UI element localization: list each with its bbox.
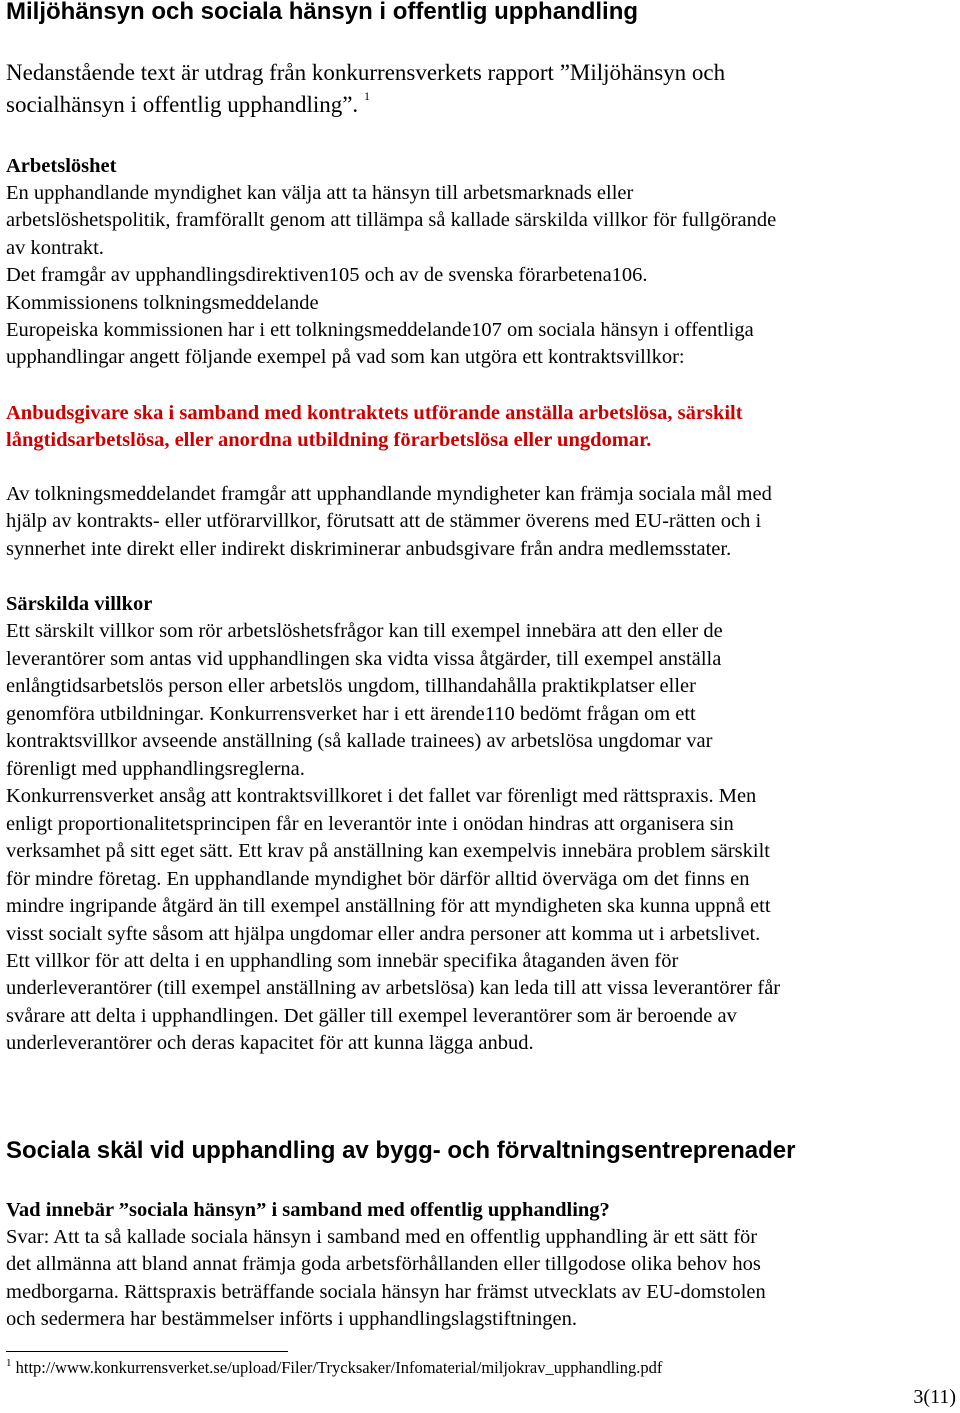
heading-sarskilda-villkor: Särskilda villkor [6, 593, 153, 615]
sarskilda-line: visst socialt syfte såsom att hjälpa ungdomar eller andra personer att komma ut i arbetslivet. [6, 923, 761, 945]
intro-line-2-text: socialhänsyn i offentlig upphandling”. [6, 92, 359, 117]
sarskilda-line: leverantörer som antas vid upphandlingen ska vidta vissa åtgärder, till exempel anställa [6, 648, 722, 670]
heading-arbetsloshet: Arbetslöshet [6, 155, 117, 177]
footnote-reference[interactable]: 1 [363, 89, 370, 103]
footnote-link[interactable]: http://www.konkurrensverket.se/upload/Filer/Trycksaker/Infomaterial/miljokrav_upphandling.pdf [15, 1358, 663, 1377]
question-heading: Vad innebär ”sociala hänsyn” i samband med offentlig upphandling? [6, 1199, 610, 1221]
arbetsloshet-line: Det framgår av upphandlingsdirektiven105 och av de svenska förarbetena106. [6, 264, 648, 286]
sarskilda-line: Konkurrensverket ansåg att kontraktsvillkoret i det fallet var förenligt med rättspraxis. Men [6, 785, 757, 807]
tolkning-line: hjälp av kontrakts- eller utförarvillkor, förutsatt att de stämmer överens med EU-rätten och i [6, 510, 762, 532]
sarskilda-line: verksamhet på sitt eget sätt. Ett krav på anställning kan exempelvis innebära problem särskilt [6, 840, 770, 862]
highlight-line: Anbudsgivare ska i samband med kontraktets utförande anställa arbetslösa, särskilt [6, 402, 743, 424]
section-title: Sociala skäl vid upphandling av bygg- och förvaltningsentreprenader [6, 1137, 796, 1164]
answer-line: det allmänna att bland annat främja goda arbetsförhållanden eller tillgodose olika behov hos [6, 1253, 761, 1275]
sarskilda-line: förenligt med upphandlingsreglerna. [6, 758, 305, 780]
arbetsloshet-line: En upphandlande myndighet kan välja att ta hänsyn till arbetsmarknads eller [6, 182, 634, 204]
intro-line-1: Nedanstående text är utdrag från konkurrensverkets rapport ”Miljöhänsyn och [6, 60, 726, 85]
arbetsloshet-line: Europeiska kommissionen har i ett tolkningsmeddelande107 om sociala hänsyn i offentliga [6, 319, 754, 341]
sarskilda-line: kontraktsvillkor avseende anställning (så kallade trainees) av arbetslösa ungdomar var [6, 730, 713, 752]
highlight-line: långtidsarbetslösa, eller anordna utbildning förarbetslösa eller ungdomar. [6, 429, 652, 451]
tolkning-line: Av tolkningsmeddelandet framgår att upphandlande myndigheter kan främja sociala mål med [6, 483, 772, 505]
answer-line: medborgarna. Rättspraxis beträffande sociala hänsyn har främst utvecklats av EU-domstolen [6, 1281, 766, 1303]
answer-line: Svar: Att ta så kallade sociala hänsyn i samband med en offentlig upphandling är ett sätt för [6, 1226, 758, 1248]
sarskilda-line: mindre ingripande åtgärd än till exempel anställning för att myndigheten ska kunna uppnå ett [6, 895, 771, 917]
footnote-number: 1 [6, 1357, 12, 1369]
arbetsloshet-line: av kontrakt. [6, 237, 104, 259]
intro-line-2 [6, 89, 370, 118]
sarskilda-line: underleverantörer (till exempel anställning av arbetslösa) kan leda till att vissa leverantörer får [6, 977, 781, 999]
sarskilda-line: genomföra utbildningar. Konkurrensverket har i ett ärende110 bedömt frågan om ett [6, 703, 696, 725]
footnote-divider [6, 1351, 288, 1352]
sarskilda-line: enlångtidsarbetslös person eller arbetslös ungdom, tillhandahålla praktikplatser eller [6, 675, 696, 697]
footnote [6, 1358, 662, 1378]
sarskilda-line: svårare att delta i upphandlingen. Det gäller till exempel leverantörer som är beroende av [6, 1005, 737, 1027]
answer-line: och sedermera har bestämmelser införts i upphandlingslagstiftningen. [6, 1308, 577, 1330]
tolkning-line: synnerhet inte direkt eller indirekt diskriminerar anbudsgivare från andra medlemsstater. [6, 538, 732, 560]
sarskilda-line: för mindre företag. En upphandlande myndighet bör därför alltid överväga om det finns en [6, 868, 750, 890]
page-title: Miljöhänsyn och sociala hänsyn i offentlig upphandling [6, 0, 639, 25]
page-number: 3(11) [913, 1386, 956, 1408]
arbetsloshet-line: upphandlingar angett följande exempel på vad som kan utgöra ett kontraktsvillkor: [6, 346, 685, 368]
arbetsloshet-line: arbetslöshetspolitik, framförallt genom att tillämpa så kallade särskilda villkor för fullgörande [6, 209, 777, 231]
sarskilda-line: Ett villkor för att delta i en upphandling som innebär specifika åtaganden även för [6, 950, 679, 972]
arbetsloshet-line: Kommissionens tolkningsmeddelande [6, 292, 319, 314]
sarskilda-line: Ett särskilt villkor som rör arbetslöshetsfrågor kan till exempel innebära att den eller de [6, 620, 723, 642]
sarskilda-line: enligt proportionalitetsprincipen får en leverantör inte i onödan hindras att organisera sin [6, 813, 734, 835]
sarskilda-line: underleverantörer och deras kapacitet för att kunna lägga anbud. [6, 1032, 534, 1054]
